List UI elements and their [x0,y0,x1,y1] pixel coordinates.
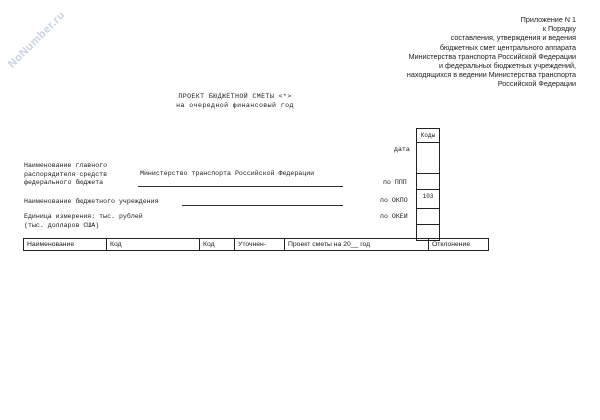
appendix-line: бюджетных смет центрального аппарата [439,42,576,52]
column-header-refined: Уточнен- [234,239,284,250]
unit-label-line: Единица измерения: тыс. рублей [24,213,143,220]
appendix-block [336,15,576,89]
appendix-line: Министерства транспорта Российской Федерации [408,51,576,61]
appendix-line: Российской Федерации [497,79,576,89]
ppp-label: по ППП [383,179,407,186]
column-header-estimate-project: Проект сметы на 20__ год [284,239,428,250]
manager-label-line: Наименование главного [24,162,108,169]
column-header-deviation: Отклонение [428,239,489,250]
appendix-line: находящихся в ведении Министерства транспорта [406,70,576,80]
date-label: дата [394,146,410,153]
manager-underline [138,186,343,187]
code-blank-cell[interactable] [417,174,439,190]
unit-label [24,213,143,230]
code-okpo-cell[interactable] [417,209,439,225]
manager-label-line: федерального бюджета [24,179,104,187]
document-title [0,92,470,110]
manager-label [24,162,107,188]
column-header-code-2: Код [199,239,234,250]
column-header-code: Код [106,239,199,250]
appendix-line: составления, утверждения и ведения [450,33,576,43]
manager-value[interactable]: Министерство транспорта Российской Федерации [140,170,315,177]
okpo-label: по ОКПО [380,197,408,204]
okei-label: по ОКЕИ [380,213,408,220]
estimate-table-header [23,238,489,251]
code-ppp-cell: 103 [417,190,439,209]
title-line: ПРОЕКТ БЮДЖЕТНОЙ СМЕТЫ <*> [178,93,292,100]
institution-label: Наименование бюджетного учреждения [24,198,159,205]
appendix-line: к Порядку [542,24,576,34]
code-date-cell[interactable] [417,143,439,174]
unit-label-line: (тыс. долларов США) [24,221,100,229]
manager-label-line: распорядителя средств [24,170,108,178]
institution-underline[interactable] [182,205,343,206]
watermark: NoNumber.ru [6,8,68,71]
title-line: на очередной финансовый год [176,102,294,109]
column-header-name: Наименование [23,239,106,250]
appendix-line: Приложение N 1 [520,15,576,24]
appendix-line: и федеральных бюджетных учреждений, [439,61,576,71]
codes-column [416,128,440,241]
codes-header: Коды [417,128,439,143]
